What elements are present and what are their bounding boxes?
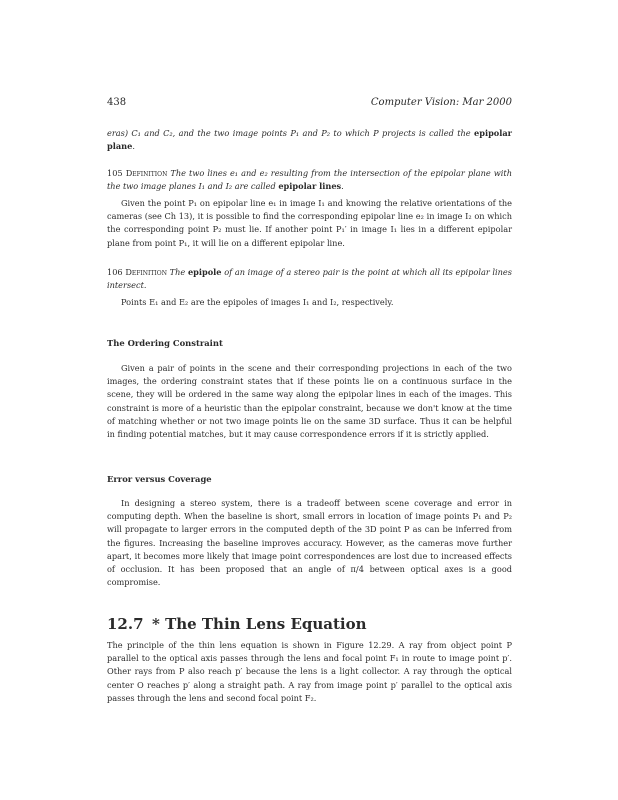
term-epipolar-lines: epipolar lines <box>278 181 342 192</box>
definition-106-pre: The <box>169 267 186 277</box>
definition-106 <box>107 266 512 292</box>
paragraph-thin-lens: The principle of the thin lens equation is shown in Figure 12.29. A ray from object point P parallel to the optical axis passes through the lens and focal point F₁ in route to image point p′. Other rays from P also reach p′ because the lens is a light collector. A ray through the optical center O reaches p′ along a straight path. A ray from image point p′ parallel to the optical axis passes through the lens and second focal point F₂. <box>107 640 512 703</box>
definition-106-text: of an image of a stereo pair is the point at which all its epipolar lines intersect. <box>107 267 512 291</box>
section-heading <box>107 614 367 634</box>
paragraph-given-point: Given the point P₁ on epipolar line e₁ in image I₁ and knowing the relative orientations of the cameras (see Ch 13), it is possible to find the corresponding epipolar line e₂ in image I₂ on which the corresponding point P₂ must lie. If another point P₁′ in image I₁ lies in a different epipolar plane from point P₁, it will lie on a different epipolar line. <box>107 198 512 248</box>
section-title: * The Thin Lens Equation <box>152 615 367 633</box>
definition-105-label: Definition <box>125 168 168 178</box>
running-title: Computer Vision: Mar 2000 <box>370 97 512 108</box>
term-epipolar-plane: epipolar plane <box>107 128 512 152</box>
page-number: 438 <box>107 97 127 108</box>
definition-106-label: Definition <box>125 267 167 277</box>
definition-105: 105 Definition The two lines e₁ and e₂ resulting from the intersection of the epipolar plane with the two image planes I₁ and I₂ are called epipolar lines. <box>107 168 512 192</box>
paragraph-error-coverage: In designing a stereo system, there is a tradeoff between scene coverage and error in computing depth. When the baseline is short, small errors in location of image points P₁ and P₂ will propagate to larger errors in the computed depth of the 3D point P as can be inferred from the figures. Increasing the baseline improves accuracy. However, as the cameras move further apart, it becomes more likely that image point correspondences are lost due to increased effects of occlusion. It has been proposed that an angle of π/4 between optical axes is a good compromise. <box>107 498 512 588</box>
subheading-ordering-constraint: The Ordering Constraint <box>107 338 223 348</box>
carryover-text: eras) C₁ and C₂, and the two image points P₁ and P₂ to which P projects is called the <box>107 128 471 138</box>
subheading-error-versus-coverage: Error versus Coverage <box>107 474 212 484</box>
section-number: 12.7 <box>107 615 144 633</box>
page-header <box>107 96 512 110</box>
definition-106-number: 106 <box>107 267 123 277</box>
paragraph-ordering-constraint: Given a pair of points in the scene and their corresponding projections in each of the two images, the ordering constraint states that if these points lie on a continuous surface in the scene, they will be ordered in the same way along the epipolar lines in each of the images. This constraint is more of a heuristic than the epipolar constraint, because we don't know at the time of matching whether or not two image points lie on the same 3D surface. Thus it can be helpful in finding potential matches, but it may cause correspondence errors if it is strictly applied. <box>107 363 512 440</box>
definition-105-text: The two lines e₁ and e₂ resulting from the intersection of the epipolar plane with the two image planes I₁ and I₂ are called <box>107 168 512 192</box>
carryover-paragraph: eras) C₁ and C₂, and the two image points P₁ and P₂ to which P projects is called the epipolar plane. <box>107 128 512 152</box>
paragraph-epipoles: Points E₁ and E₂ are the epipoles of images I₁ and I₂, respectively. <box>121 297 394 307</box>
definition-105-number: 105 <box>107 168 123 178</box>
term-epipole: epipole <box>187 267 222 277</box>
